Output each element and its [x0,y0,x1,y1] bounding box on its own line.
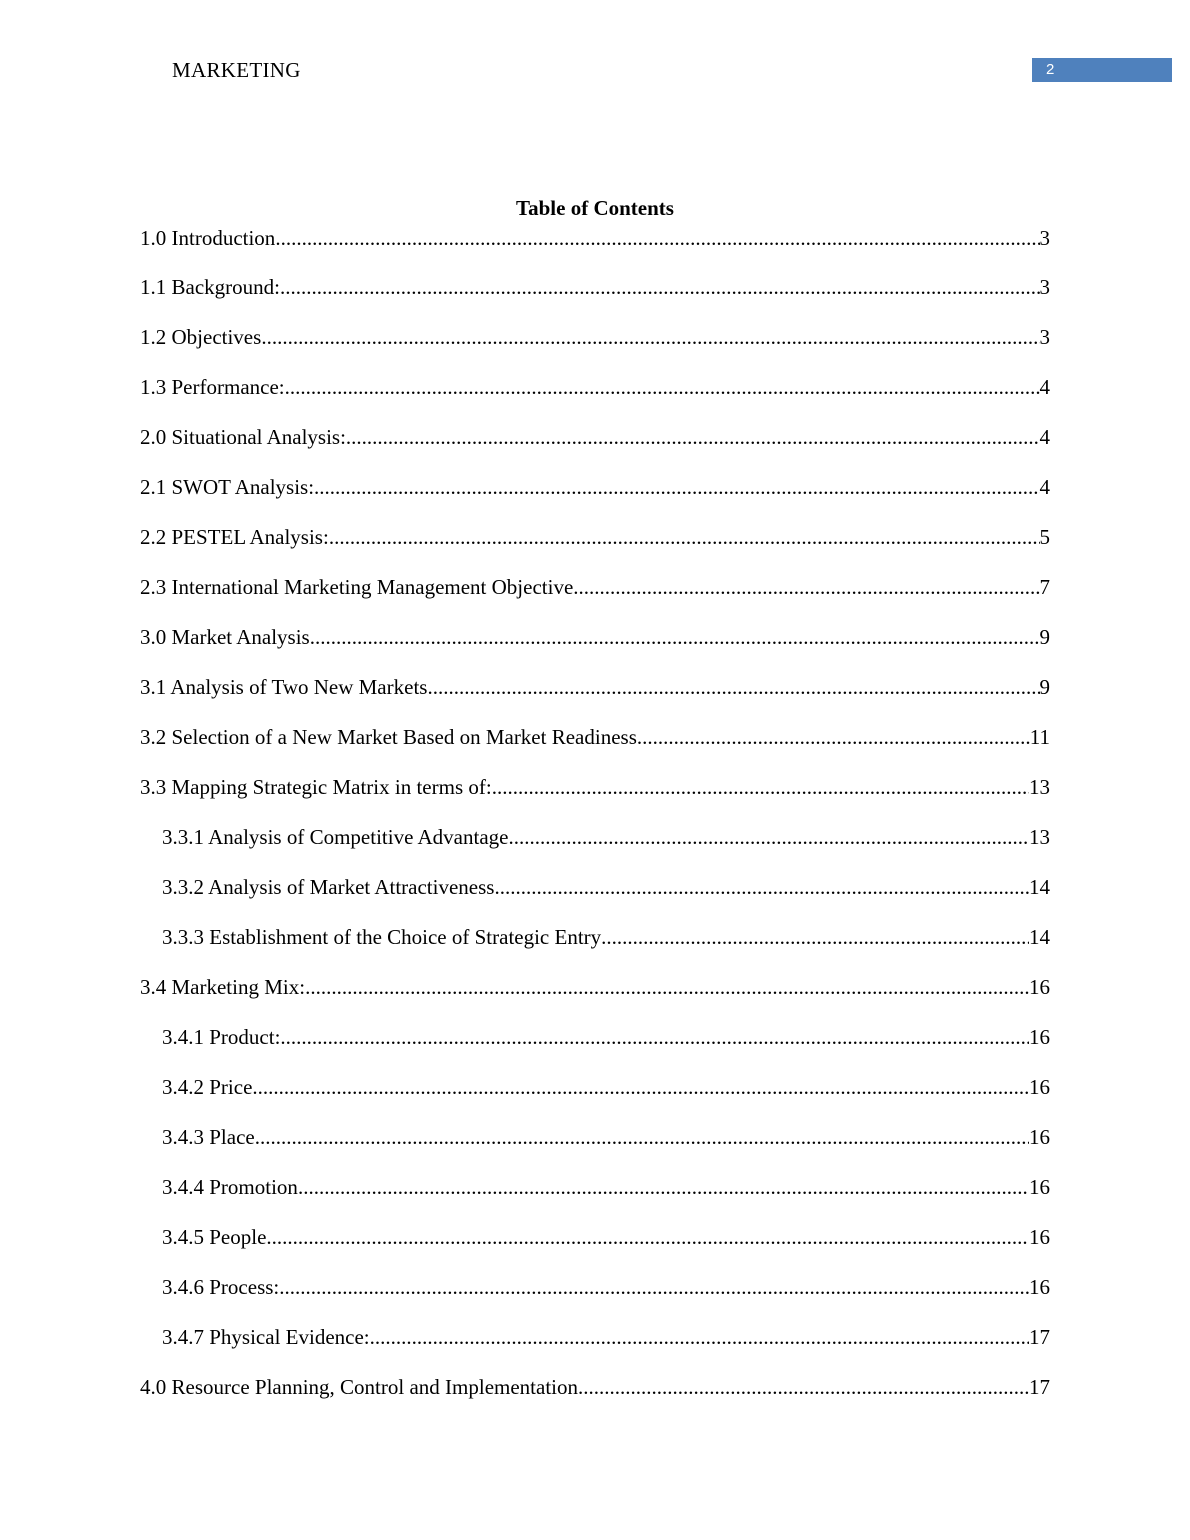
dot-leader [508,823,1029,851]
toc-entry-page: 3 [1039,275,1050,299]
toc-entry-label: 3.3.2 Analysis of Market Attractiveness [162,875,495,899]
toc-entry-marketing-mix[interactable] [140,973,1050,1001]
toc-entry-label: 1.2 Objectives [140,325,262,349]
toc-entry-label: 3.1 Analysis of Two New Markets [140,675,428,699]
dot-leader [370,1323,1029,1351]
toc-entry-page: 16 [1029,975,1050,999]
toc-entry-page: 14 [1029,925,1050,949]
toc-entry-performance[interactable] [140,373,1050,401]
dot-leader [601,923,1029,951]
toc-entry-label: 3.3.3 Establishment of the Choice of Strategic Entry [162,925,602,949]
toc-entry-market-analysis[interactable] [140,623,1050,651]
toc-entry-page: 3 [1039,325,1050,349]
toc-entry-two-new-markets[interactable] [140,673,1050,701]
dot-leader [255,1123,1029,1151]
toc-entry-page: 14 [1029,875,1050,899]
toc-entry-page: 17 [1029,1375,1050,1399]
dot-leader [637,723,1030,751]
toc-entry-page: 16 [1029,1075,1050,1099]
toc-entry-resource-planning[interactable] [140,1373,1050,1401]
toc-entry-label: 3.3 Mapping Strategic Matrix in terms of: [140,775,492,799]
dot-leader [578,1373,1029,1401]
toc-entry-situational-analysis[interactable] [140,423,1050,451]
toc-entry-introduction[interactable] [140,224,1050,252]
toc-entry-people[interactable] [162,1223,1050,1251]
toc-entry-page: 16 [1029,1275,1050,1299]
toc-entry-page: 4 [1039,425,1050,449]
toc-entry-label: 1.1 Background: [140,275,280,299]
dot-leader [492,773,1029,801]
toc-entry-physical-evidence[interactable] [162,1323,1050,1351]
toc-entry-label: 4.0 Resource Planning, Control and Implementation [140,1375,579,1399]
toc-entry-strategic-entry[interactable] [162,923,1050,951]
toc-entry-label: 3.0 Market Analysis [140,625,310,649]
dot-leader [279,1273,1029,1301]
toc-entry-label: 3.4.1 Product: [162,1025,281,1049]
toc-entry-label: 2.0 Situational Analysis: [140,425,346,449]
toc-entry-page: 13 [1029,775,1050,799]
toc-entry-product[interactable] [162,1023,1050,1051]
toc-entry-label: 3.4.6 Process: [162,1275,280,1299]
toc-entry-page: 13 [1029,825,1050,849]
toc-entry-page: 4 [1039,475,1050,499]
toc-heading: Table of Contents [516,196,674,220]
toc-entry-objectives[interactable] [140,323,1050,351]
dot-leader [305,973,1029,1001]
toc-entry-page: 16 [1029,1125,1050,1149]
dot-leader [314,473,1039,501]
toc-entry-page: 17 [1029,1325,1050,1349]
toc-entry-international-marketing-objective[interactable] [140,573,1050,601]
toc-entry-page: 9 [1039,625,1050,649]
dot-leader [298,1173,1029,1201]
toc-entry-label: 2.2 PESTEL Analysis: [140,525,329,549]
toc-entry-label: 3.4.4 Promotion [162,1175,298,1199]
dot-leader [280,1023,1029,1051]
toc-entry-page: 11 [1029,725,1050,749]
toc-entry-label: 1.0 Introduction [140,226,276,250]
toc-entry-label: 3.4.3 Place [162,1125,255,1149]
toc-entry-page: 5 [1039,525,1050,549]
toc-entry-page: 16 [1029,1025,1050,1049]
toc-entry-process[interactable] [162,1273,1050,1301]
toc-entry-label: 3.4 Marketing Mix: [140,975,306,999]
toc-entry-label: 3.2 Selection of a New Market Based on Market Readiness [140,725,637,749]
toc-entry-market-readiness[interactable] [140,723,1050,751]
toc-entry-label: 3.4.5 People [162,1225,267,1249]
toc-entry-competitive-advantage[interactable] [162,823,1050,851]
toc-entry-page: 4 [1039,375,1050,399]
toc-entry-promotion[interactable] [162,1173,1050,1201]
toc-entry-page: 7 [1039,575,1050,599]
dot-leader [310,623,1040,651]
toc-entry-swot-analysis[interactable] [140,473,1050,501]
toc-entry-label: 3.4.7 Physical Evidence: [162,1325,370,1349]
dot-leader [266,1223,1029,1251]
dot-leader [346,423,1040,451]
toc-entry-label: 1.3 Performance: [140,375,285,399]
dot-leader [275,224,1039,252]
dot-leader [427,673,1039,701]
toc-entry-pestel-analysis[interactable] [140,523,1050,551]
dot-leader [261,323,1039,351]
toc-entry-page: 16 [1029,1175,1050,1199]
toc-entry-label: 2.3 International Marketing Management Objective [140,575,574,599]
toc-entry-page: 3 [1039,226,1050,250]
toc-entry-label: 3.4.2 Price [162,1075,253,1099]
toc-entry-page: 9 [1039,675,1050,699]
toc-entry-page: 16 [1029,1225,1050,1249]
running-header: MARKETING [172,58,301,82]
toc-entry-place[interactable] [162,1123,1050,1151]
toc-entry-strategic-matrix[interactable] [140,773,1050,801]
dot-leader [280,273,1040,301]
dot-leader [494,873,1029,901]
toc-entry-price[interactable] [162,1073,1050,1101]
page-number-badge: 2 [1032,58,1172,82]
dot-leader [285,373,1040,401]
toc-entry-background[interactable] [140,273,1050,301]
dot-leader [573,573,1039,601]
toc-entry-market-attractiveness[interactable] [162,873,1050,901]
dot-leader [329,523,1040,551]
dot-leader [252,1073,1029,1101]
toc-entry-label: 3.3.1 Analysis of Competitive Advantage [162,825,509,849]
toc-entry-label: 2.1 SWOT Analysis: [140,475,315,499]
